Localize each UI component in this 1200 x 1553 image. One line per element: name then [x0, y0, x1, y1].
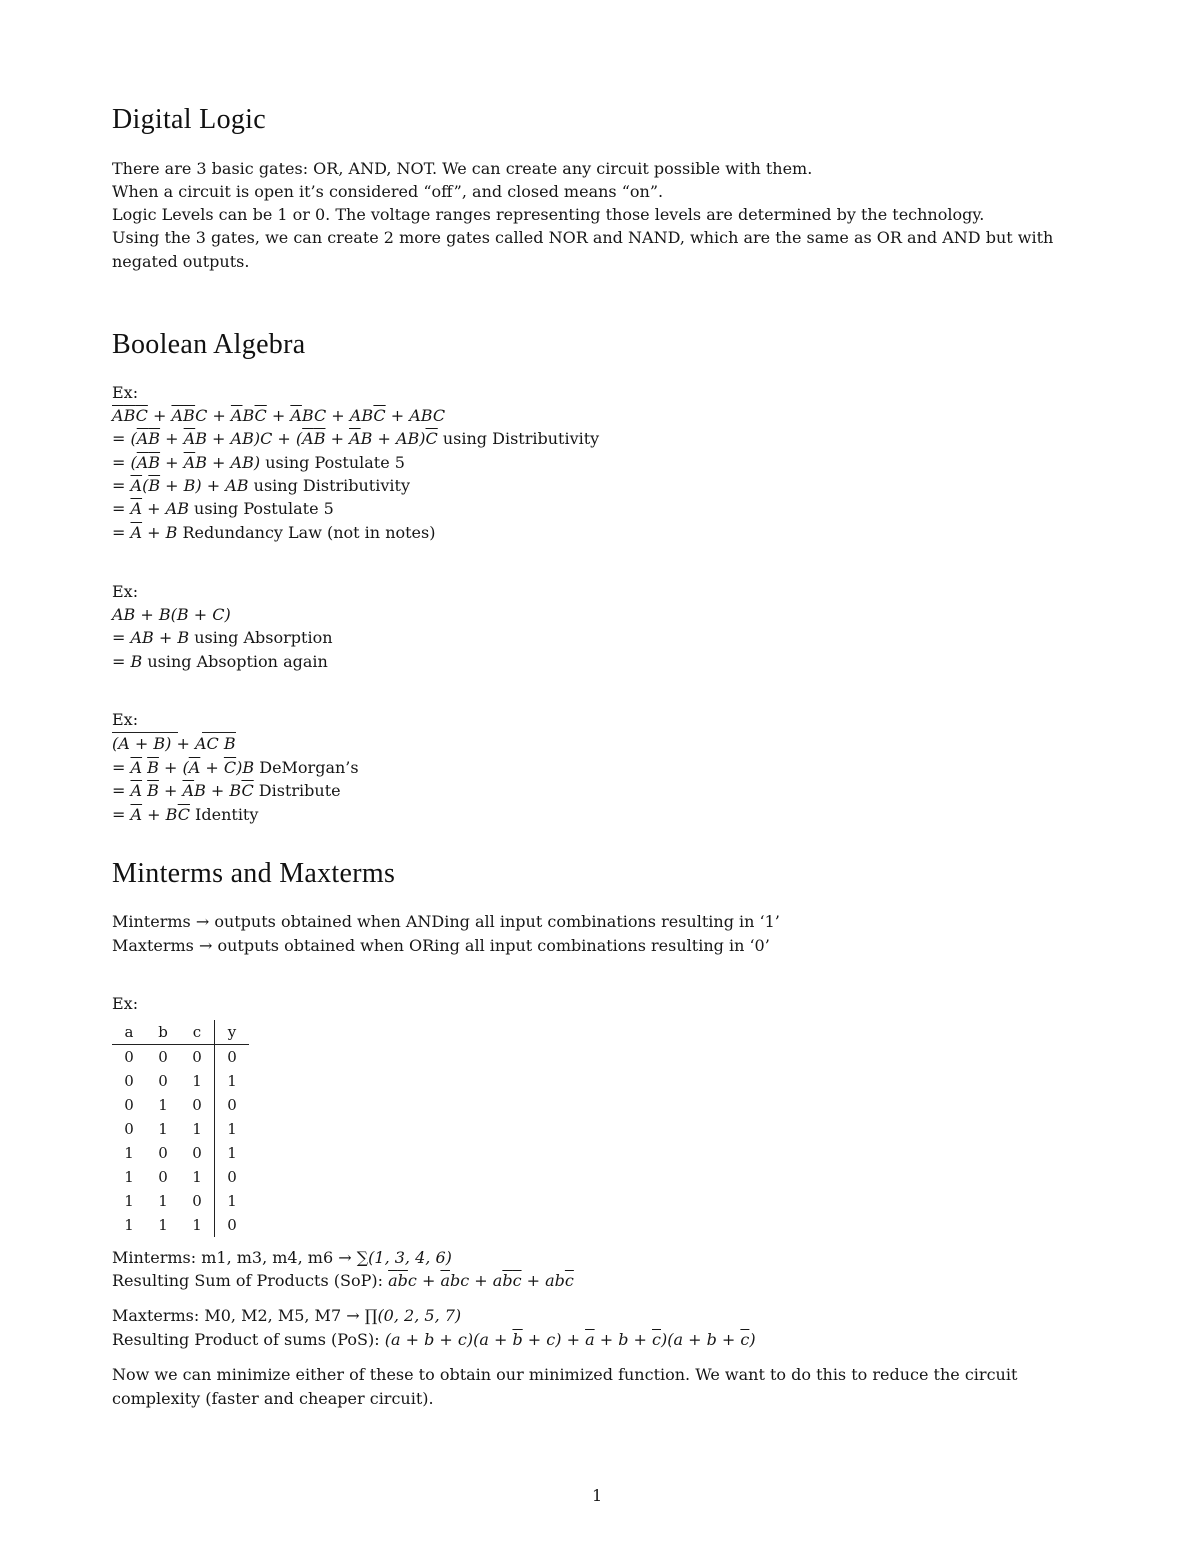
table-cell: 0 [124, 1120, 134, 1138]
maxterms-list-text: Maxterms: M0, M2, M5, M7 → [112, 1306, 360, 1325]
equation-line: = $\overline{A}$ $\overline{B} + \overline{A}B + B\overline{C}$ Distribute [112, 781, 341, 800]
table-cell: 0 [215, 1213, 250, 1237]
equation-line: = $\overline{A}(\overline{B} + B)$ + AB using Distributivity [112, 476, 410, 495]
table-header-cell: a [112, 1020, 146, 1045]
justification: Redundancy Law (not in notes) [182, 523, 436, 542]
table-cell: 0 [158, 1048, 168, 1066]
table-row [112, 1069, 249, 1093]
equation-line: $\overline{A}\overline{B}\overline{C} + \overline{A}\overline{B}C + \overline{A}B\overline{C} + \overline{A}BC + AB\overline{C}$ + ABC [112, 406, 446, 425]
table-cell: 0 [215, 1093, 250, 1117]
justification: using Postulate 5 [265, 453, 405, 472]
table-cell: 1 [124, 1168, 134, 1186]
table-cell: 0 [158, 1072, 168, 1090]
table-cell: 1 [192, 1120, 202, 1138]
table-cell: 1 [192, 1216, 202, 1234]
justification: using Absoption again [147, 652, 328, 671]
table-cell: 0 [124, 1048, 134, 1066]
example-label: Ex: [112, 383, 139, 402]
justification: using Postulate 5 [194, 499, 334, 518]
table-row [112, 1213, 249, 1237]
table-cell: 0 [192, 1048, 202, 1066]
text-paragraph: Using the 3 gates, we can create 2 more gates called NOR and NAND, which are the same as OR and AND but with negated outputs. [112, 228, 1054, 271]
table-row [112, 1165, 249, 1189]
page-number: 1 [592, 1486, 603, 1505]
justification: Identity [195, 805, 259, 824]
table-cell: 1 [158, 1120, 168, 1138]
table-cell: 1 [215, 1069, 250, 1093]
table-cell: 1 [192, 1072, 202, 1090]
pos-line: Resulting Product of sums (PoS): $(a + b + c)(a + \overline{b} + c) + \overline{a} + b + \overline{c})(a + b + \overline{c})$ [112, 1330, 756, 1349]
heading-boolean-algebra: Boolean Algebra [112, 329, 306, 360]
sum-expression: ∑(1, 3, 4, 6) [356, 1248, 452, 1267]
minterms-list-text: Minterms: m1, m3, m4, m6 → [112, 1248, 352, 1267]
justification: Distribute [258, 781, 341, 800]
product-expression: ∏(0, 2, 5, 7) [364, 1306, 462, 1325]
text-line: Logic Levels can be 1 or 0. The voltage ranges representing those levels are determined by the technology. [112, 205, 985, 224]
heading-digital-logic: Digital Logic [112, 104, 266, 135]
equation-line: = $\overline{A} + B$ Redundancy Law (not in notes) [112, 523, 436, 542]
truth-table [112, 1020, 249, 1237]
table-cell: 0 [158, 1168, 168, 1186]
pos-label: Resulting Product of sums (PoS): [112, 1330, 380, 1349]
equation-line: = AB + B using Absorption [112, 628, 333, 647]
table-cell: 0 [192, 1096, 202, 1114]
table-cell: 1 [158, 1192, 168, 1210]
table-cell: 1 [124, 1216, 134, 1234]
justification: DeMorgan’s [259, 758, 359, 777]
table-cell: 0 [124, 1096, 134, 1114]
table-header-row [112, 1020, 249, 1045]
example-label: Ex: [112, 994, 139, 1013]
table-cell: 0 [192, 1144, 202, 1162]
table-cell: 1 [192, 1168, 202, 1186]
equation-line: (A + B) + AC B [112, 734, 236, 753]
equation-line: = $(\overline{A}\overline{B} + \overline{A}B + AB)$ using Postulate 5 [112, 453, 405, 472]
text-line: There are 3 basic gates: OR, AND, NOT. We can create any circuit possible with them. [112, 159, 813, 178]
equation-line: = $\overline{A}$ $\overline{B} + (\overline{A} + \overline{C})B$ DeMorgan’s [112, 758, 359, 777]
equation-line: = $\overline{A}$ + AB using Postulate 5 [112, 499, 334, 518]
equation-line: = B using Absoption again [112, 652, 328, 671]
table-cell: 0 [215, 1165, 250, 1189]
table-cell: 1 [215, 1117, 250, 1141]
justification: using Distributivity [253, 476, 410, 495]
table-row [112, 1045, 249, 1070]
justification: using Distributivity [442, 429, 600, 448]
equation-line: = $(\overline{A}\overline{B} + \overline{A}B + AB)C + (\overline{A}\overline{B} + \overline{A}B + AB)\overline{C}$ using Distributivity [112, 429, 600, 448]
sop-label: Resulting Sum of Products (SoP): [112, 1271, 384, 1290]
equation-line: AB + B(B + C) [112, 605, 231, 624]
table-cell: 1 [124, 1144, 134, 1162]
minterms-definition: Minterms → outputs obtained when ANDing all input combinations resulting in ‘1’ [112, 912, 780, 931]
maxterms-list [112, 1304, 461, 1327]
table-cell: 0 [192, 1192, 202, 1210]
justification: using Absorption [194, 628, 333, 647]
table-cell: 1 [215, 1189, 250, 1213]
table-row [112, 1141, 249, 1165]
table-cell: 1 [158, 1096, 168, 1114]
table-cell: 0 [215, 1045, 250, 1070]
table-row [112, 1189, 249, 1213]
table-cell: 0 [158, 1144, 168, 1162]
example-label: Ex: [112, 710, 139, 729]
minterms-list [112, 1246, 452, 1269]
text-line: When a circuit is open it’s considered “off”, and closed means “on”. [112, 182, 664, 201]
example-label: Ex: [112, 582, 139, 601]
table-header-cell: y [215, 1020, 250, 1045]
table-header-cell: b [146, 1020, 180, 1045]
table-header-cell: c [180, 1020, 215, 1045]
sop-line: Resulting Sum of Products (SoP): $\overline{a}\overline{b}c + \overline{a}bc + a\overline{b}\overline{c} + ab\overline{c}$ [112, 1271, 574, 1290]
table-cell: 1 [215, 1141, 250, 1165]
conclusion-paragraph: Now we can minimize either of these to obtain our minimized function. We want to do this to reduce the circuit complexity (faster and cheaper circuit). [112, 1365, 1018, 1408]
maxterms-definition: Maxterms → outputs obtained when ORing all input combinations resulting in ‘0’ [112, 936, 770, 955]
table-row [112, 1093, 249, 1117]
table-cell: 1 [124, 1192, 134, 1210]
table-cell: 1 [158, 1216, 168, 1234]
equation-line: = $\overline{A} + B\overline{C}$ Identity [112, 805, 259, 824]
table-cell: 0 [124, 1072, 134, 1090]
table-row [112, 1117, 249, 1141]
heading-minterms-maxterms: Minterms and Maxterms [112, 858, 396, 889]
